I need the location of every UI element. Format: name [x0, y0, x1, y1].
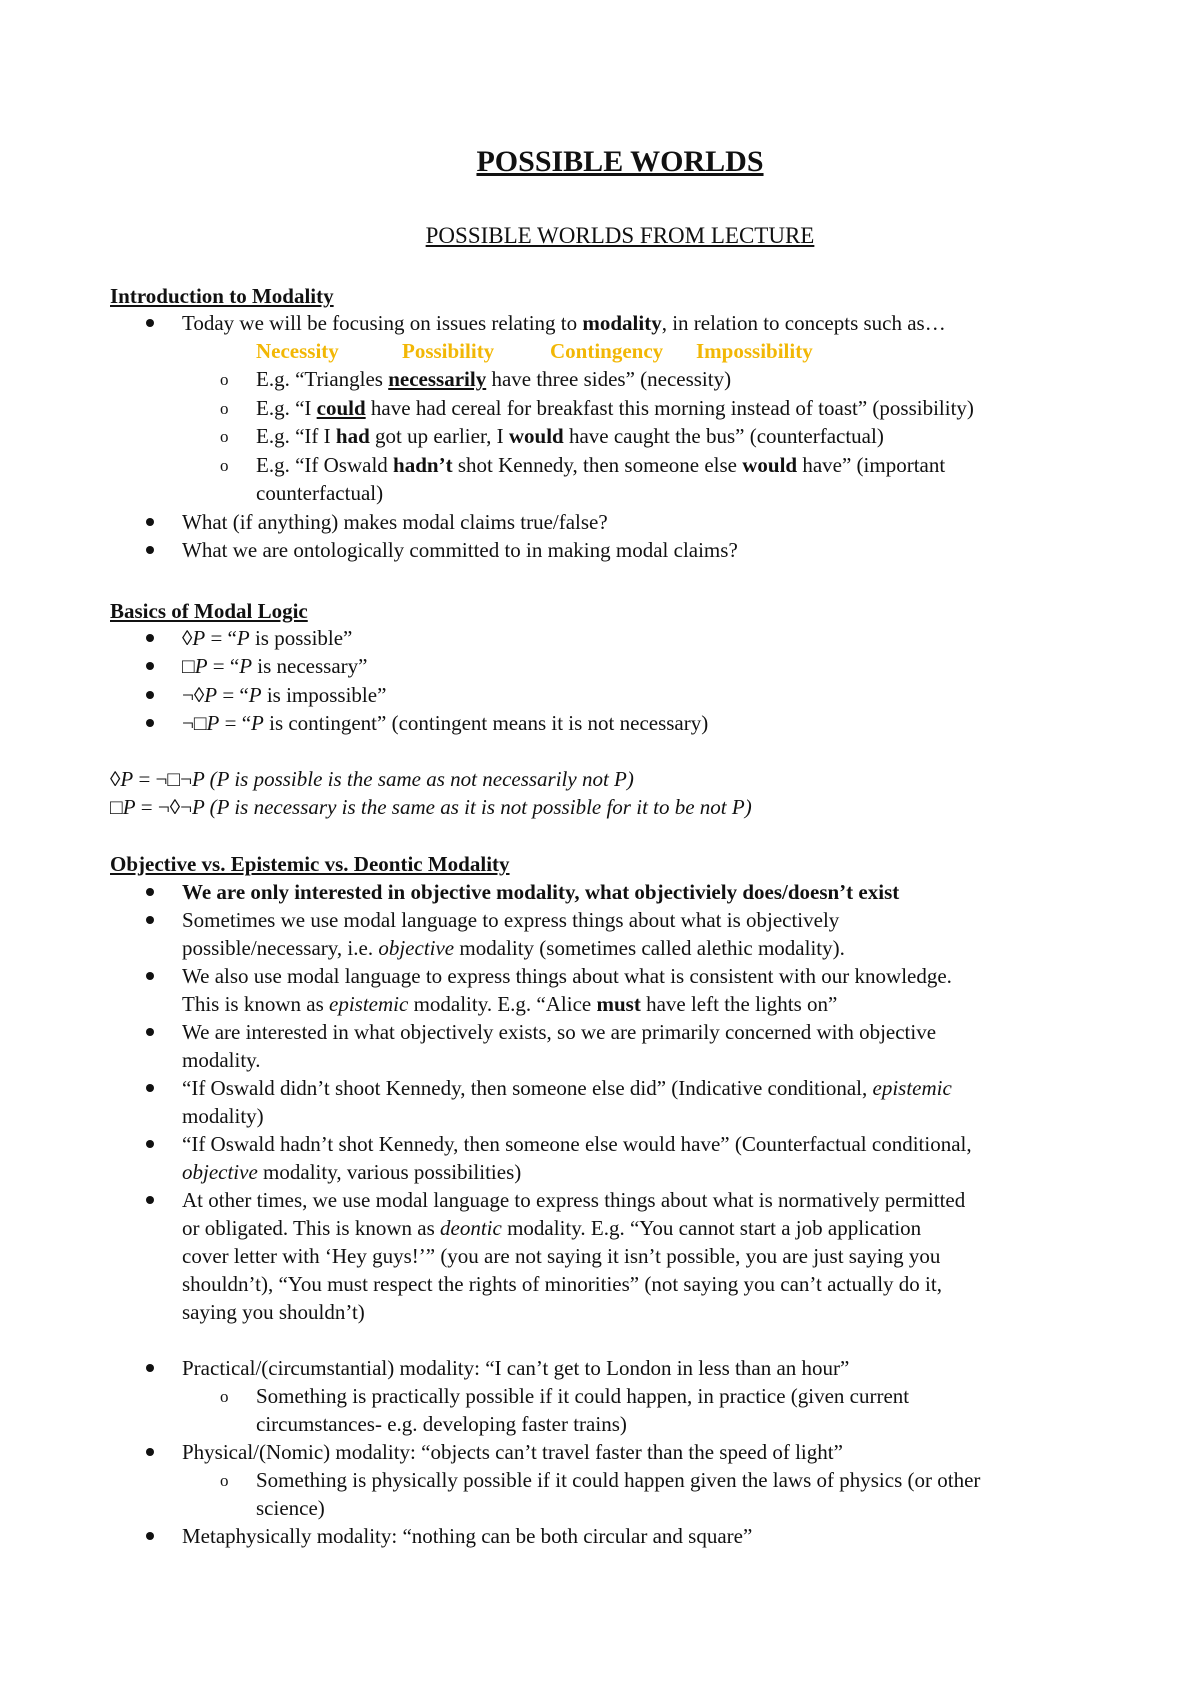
bullet-icon — [146, 1140, 154, 1148]
definition-item: ¬◊P = “P is impossible” — [182, 683, 387, 707]
sub-list-item-continued: science) — [256, 1496, 325, 1520]
section-heading-objective-epistemic-deontic: Objective vs. Epistemic vs. Deontic Modality — [110, 852, 510, 876]
circle-bullet-icon: o — [220, 456, 229, 475]
list-item-continued: or obligated. This is known as deontic modality. E.g. “You cannot start a job application — [182, 1216, 922, 1240]
list-item: Metaphysically modality: “nothing can be both circular and square” — [182, 1524, 753, 1548]
list-item-continued: possible/necessary, i.e. objective modality (sometimes called alethic modality). — [182, 936, 845, 960]
definition-item: ¬□P = “P is contingent” (contingent means it is not necessary) — [182, 711, 709, 735]
example-item: E.g. “Triangles necessarily have three sides” (necessity) — [256, 367, 732, 391]
concept-contingency: Contingency — [550, 339, 664, 363]
bullet-icon — [146, 1532, 154, 1540]
circle-bullet-icon: o — [220, 399, 229, 418]
circle-bullet-icon: o — [220, 427, 229, 446]
list-item: We also use modal language to express things about what is consistent with our knowledge. — [182, 964, 952, 988]
circle-bullet-icon: o — [220, 1471, 229, 1490]
list-item-continued: modality. — [182, 1048, 261, 1072]
equivalence-line: ◊P = ¬□¬P (P is possible is the same as not necessarily not P) — [110, 767, 634, 791]
concept-necessity: Necessity — [256, 339, 339, 363]
example-item: E.g. “If I had got up earlier, I would have caught the bus” (counterfactual) — [256, 424, 884, 448]
sub-list-item-continued: circumstances- e.g. developing faster trains) — [256, 1412, 627, 1436]
list-item: At other times, we use modal language to express things about what is normatively permitted — [182, 1188, 966, 1212]
equivalence-line: □P = ¬◊¬P (P is necessary is the same as it is not possible for it to be not P) — [110, 795, 752, 819]
list-item: Practical/(circumstantial) modality: “I can’t get to London in less than an hour” — [182, 1356, 850, 1380]
list-item: We are only interested in objective modality, what objectiviely does/doesn’t exist — [182, 880, 900, 904]
list-item-continued: This is known as epistemic modality. E.g. “Alice must have left the lights on” — [182, 992, 838, 1016]
list-item-continued: shouldn’t), “You must respect the rights of minorities” (not saying you can’t actually do it, — [182, 1272, 942, 1296]
list-item: What (if anything) makes modal claims true/false? — [182, 510, 608, 534]
list-item: Sometimes we use modal language to express things about what is objectively — [182, 908, 840, 932]
definition-item: ◊P = “P is possible” — [182, 626, 353, 650]
section-heading-introduction: Introduction to Modality — [110, 284, 334, 308]
bullet-icon — [146, 888, 154, 896]
bullet-icon — [146, 1448, 154, 1456]
bullet-icon — [146, 634, 154, 642]
circle-bullet-icon: o — [220, 370, 229, 389]
list-item: “If Oswald didn’t shoot Kennedy, then someone else did” (Indicative conditional, epistemic — [182, 1076, 952, 1100]
list-item-continued: objective modality, various possibilities) — [182, 1160, 522, 1184]
list-item: We are interested in what objectively exists, so we are primarily concerned with objective — [182, 1020, 937, 1044]
sub-list-item: Something is practically possible if it could happen, in practice (given current — [256, 1384, 910, 1408]
list-item-continued: cover letter with ‘Hey guys!’” (you are not saying it isn’t possible, you are just saying you — [182, 1244, 941, 1268]
list-item-continued: saying you shouldn’t) — [182, 1300, 365, 1324]
bullet-icon — [146, 1084, 154, 1092]
example-item: E.g. “I could have had cereal for breakfast this morning instead of toast” (possibility) — [256, 396, 974, 420]
bullet-icon — [146, 662, 154, 670]
section-heading-modal-logic: Basics of Modal Logic — [110, 599, 308, 623]
list-item: Today we will be focusing on issues relating to modality, in relation to concepts such as… — [182, 311, 946, 335]
bullet-icon — [146, 1196, 154, 1204]
definition-item: □P = “P is necessary” — [182, 654, 368, 678]
bullet-icon — [146, 518, 154, 526]
bullet-icon — [146, 972, 154, 980]
list-item: What we are ontologically committed to in making modal claims? — [182, 538, 738, 562]
bullet-icon — [146, 319, 154, 327]
bullet-icon — [146, 719, 154, 727]
concept-possibility: Possibility — [402, 339, 495, 363]
page-subtitle: POSSIBLE WORLDS FROM LECTURE — [425, 223, 815, 248]
list-item: “If Oswald hadn’t shot Kennedy, then someone else would have” (Counterfactual conditional, — [182, 1132, 972, 1156]
bullet-icon — [146, 916, 154, 924]
list-item-continued: modality) — [182, 1104, 264, 1128]
bullet-icon — [146, 1028, 154, 1036]
list-item: Physical/(Nomic) modality: “objects can’t travel faster than the speed of light” — [182, 1440, 843, 1464]
bullet-icon — [146, 1364, 154, 1372]
concept-impossibility: Impossibility — [696, 339, 813, 363]
example-item-continued: counterfactual) — [256, 481, 384, 505]
page-title: POSSIBLE WORLDS — [476, 145, 764, 178]
bullet-icon — [146, 546, 154, 554]
bullet-icon — [146, 691, 154, 699]
circle-bullet-icon: o — [220, 1387, 229, 1406]
sub-list-item: Something is physically possible if it could happen given the laws of physics (or other — [256, 1468, 981, 1492]
example-item: E.g. “If Oswald hadn’t shot Kennedy, then someone else would have” (important — [256, 453, 946, 477]
